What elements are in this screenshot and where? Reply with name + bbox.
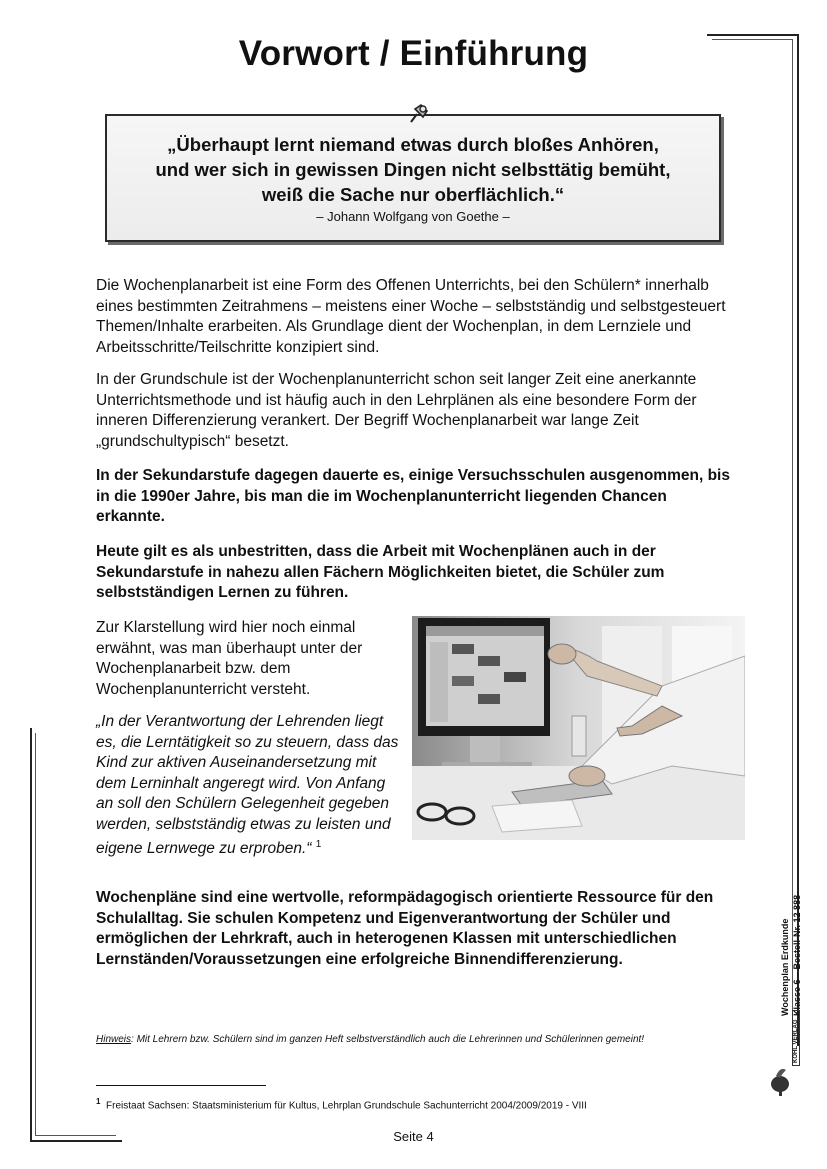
unbestritten-paragraph: Heute gilt es als unbestritten, dass die Arbeit mit Wochenplänen auch in der Sekundarstufe in nahezu allen Fächern Möglichkeiten bietet, die Schüler zum selbstständigen Lernen zu führen. bbox=[96, 543, 665, 601]
klarstellung-paragraph: Zur Klarstellung wird hier noch einmal erwähnt, was man überhaupt unter der Wochenplanarbeit bzw. dem Wochenplanunterricht versteht. bbox=[96, 619, 363, 698]
ressource-paragraph: Wochenpläne sind eine wertvolle, reformpädagogisch orientierte Ressource für den Schulalltag. Sie schulen Kompetenz und Eigenverantwortung der Schüler und ermöglichen der Lehrkraft, auch in heterogenen Klassen mit unterschiedlichen Lernständen/Voraussetzungen eine erfolgreiche Binnendifferenzierung. bbox=[96, 889, 714, 968]
quote-box bbox=[105, 114, 721, 242]
quote-line-1: „Überhaupt lernt niemand etwas durch bloßes Anhören, bbox=[167, 134, 659, 155]
hinweis-text: : Mit Lehrern bzw. Schülern sind im ganzen Heft selbstverständlich auch die Lehrerinnen und Schülerinnen gemeint! bbox=[131, 1034, 645, 1045]
quote-line-3: weiß die Sache nur oberflächlich.“ bbox=[261, 184, 565, 205]
quote-author: – Johann Wolfgang von Goethe – bbox=[316, 209, 510, 224]
footnote bbox=[96, 1097, 736, 1111]
hinweis-label: Hinweis bbox=[96, 1034, 132, 1045]
footnote-rule bbox=[96, 1085, 266, 1086]
computer-desk-photo bbox=[412, 616, 745, 840]
citation-text: „In der Verantwortung der Lehrenden liegt es, die Lerntätigkeit so zu steuern, dass das Kind zur aktiven Auseinandersetzung mit dem Lerninhalt angeregt wird. Von Anfang an soll den Schülern Gelegenheit gegeben werden, selbstständig etwas zu leisten und eigene Lernwege zu erproben.“ bbox=[96, 713, 399, 858]
intro-paragraph: Die Wochenplanarbeit ist eine Form des Offenen Unterrichts, bei den Schülern* innerhalb eines bestimmten Zeitrahmens – meistens einer Woche – selbstständig und selbstgesteuert Themen/Inhalte erarbeiten. Als Grundlage dient der Wochenplan, in dem Lernziele und Arbeitsschritte/Teilschritte konzipiert sind. bbox=[96, 277, 726, 356]
grundschule-paragraph: In der Grundschule ist der Wochenplanunterricht schon seit langer Zeit eine anerkannte Unterrichtsmethode und ist häufig auch in den Lehrplänen als eine besondere Form der inneren Differenzierung verankert. Der Begriff Wochenplanarbeit war lange Zeit „grundschultypisch“ besetzt. bbox=[96, 371, 697, 450]
lehrplan-citation bbox=[96, 712, 401, 860]
hinweis-note bbox=[96, 1034, 736, 1045]
quote-text bbox=[117, 132, 709, 207]
side-imprint bbox=[779, 866, 815, 1016]
footnote-marker: 1 bbox=[96, 1097, 101, 1106]
pushpin-icon bbox=[405, 100, 431, 126]
citation-ref: 1 bbox=[315, 839, 322, 850]
page-title: Vorwort / Einführung bbox=[238, 34, 589, 73]
publisher-name: KOHL VERLAG bbox=[792, 1010, 800, 1066]
footnote-text: Freistaat Sachsen: Staatsministerium für Kultus, Lehrplan Grundschule Sachunterricht 2004/2009/2019 - VIII bbox=[106, 1100, 587, 1112]
page-number: Seite 4 bbox=[393, 1129, 434, 1144]
quote-line-2: und wer sich in gewissen Dingen nicht selbsttätig bemüht, bbox=[155, 159, 671, 180]
side-imprint-line-2: Klasse 6 – Bestell-Nr. 12 888 bbox=[792, 894, 802, 1016]
side-imprint-line-1: Wochenplan Erdkunde bbox=[780, 918, 790, 1016]
sekundarstufe-paragraph: In der Sekundarstufe dagegen dauerte es, einige Versuchsschulen ausgenommen, bis in die 1990er Jahre, bis man die im Wochenplanunterricht liegenden Chancen erkannte. bbox=[96, 467, 730, 525]
